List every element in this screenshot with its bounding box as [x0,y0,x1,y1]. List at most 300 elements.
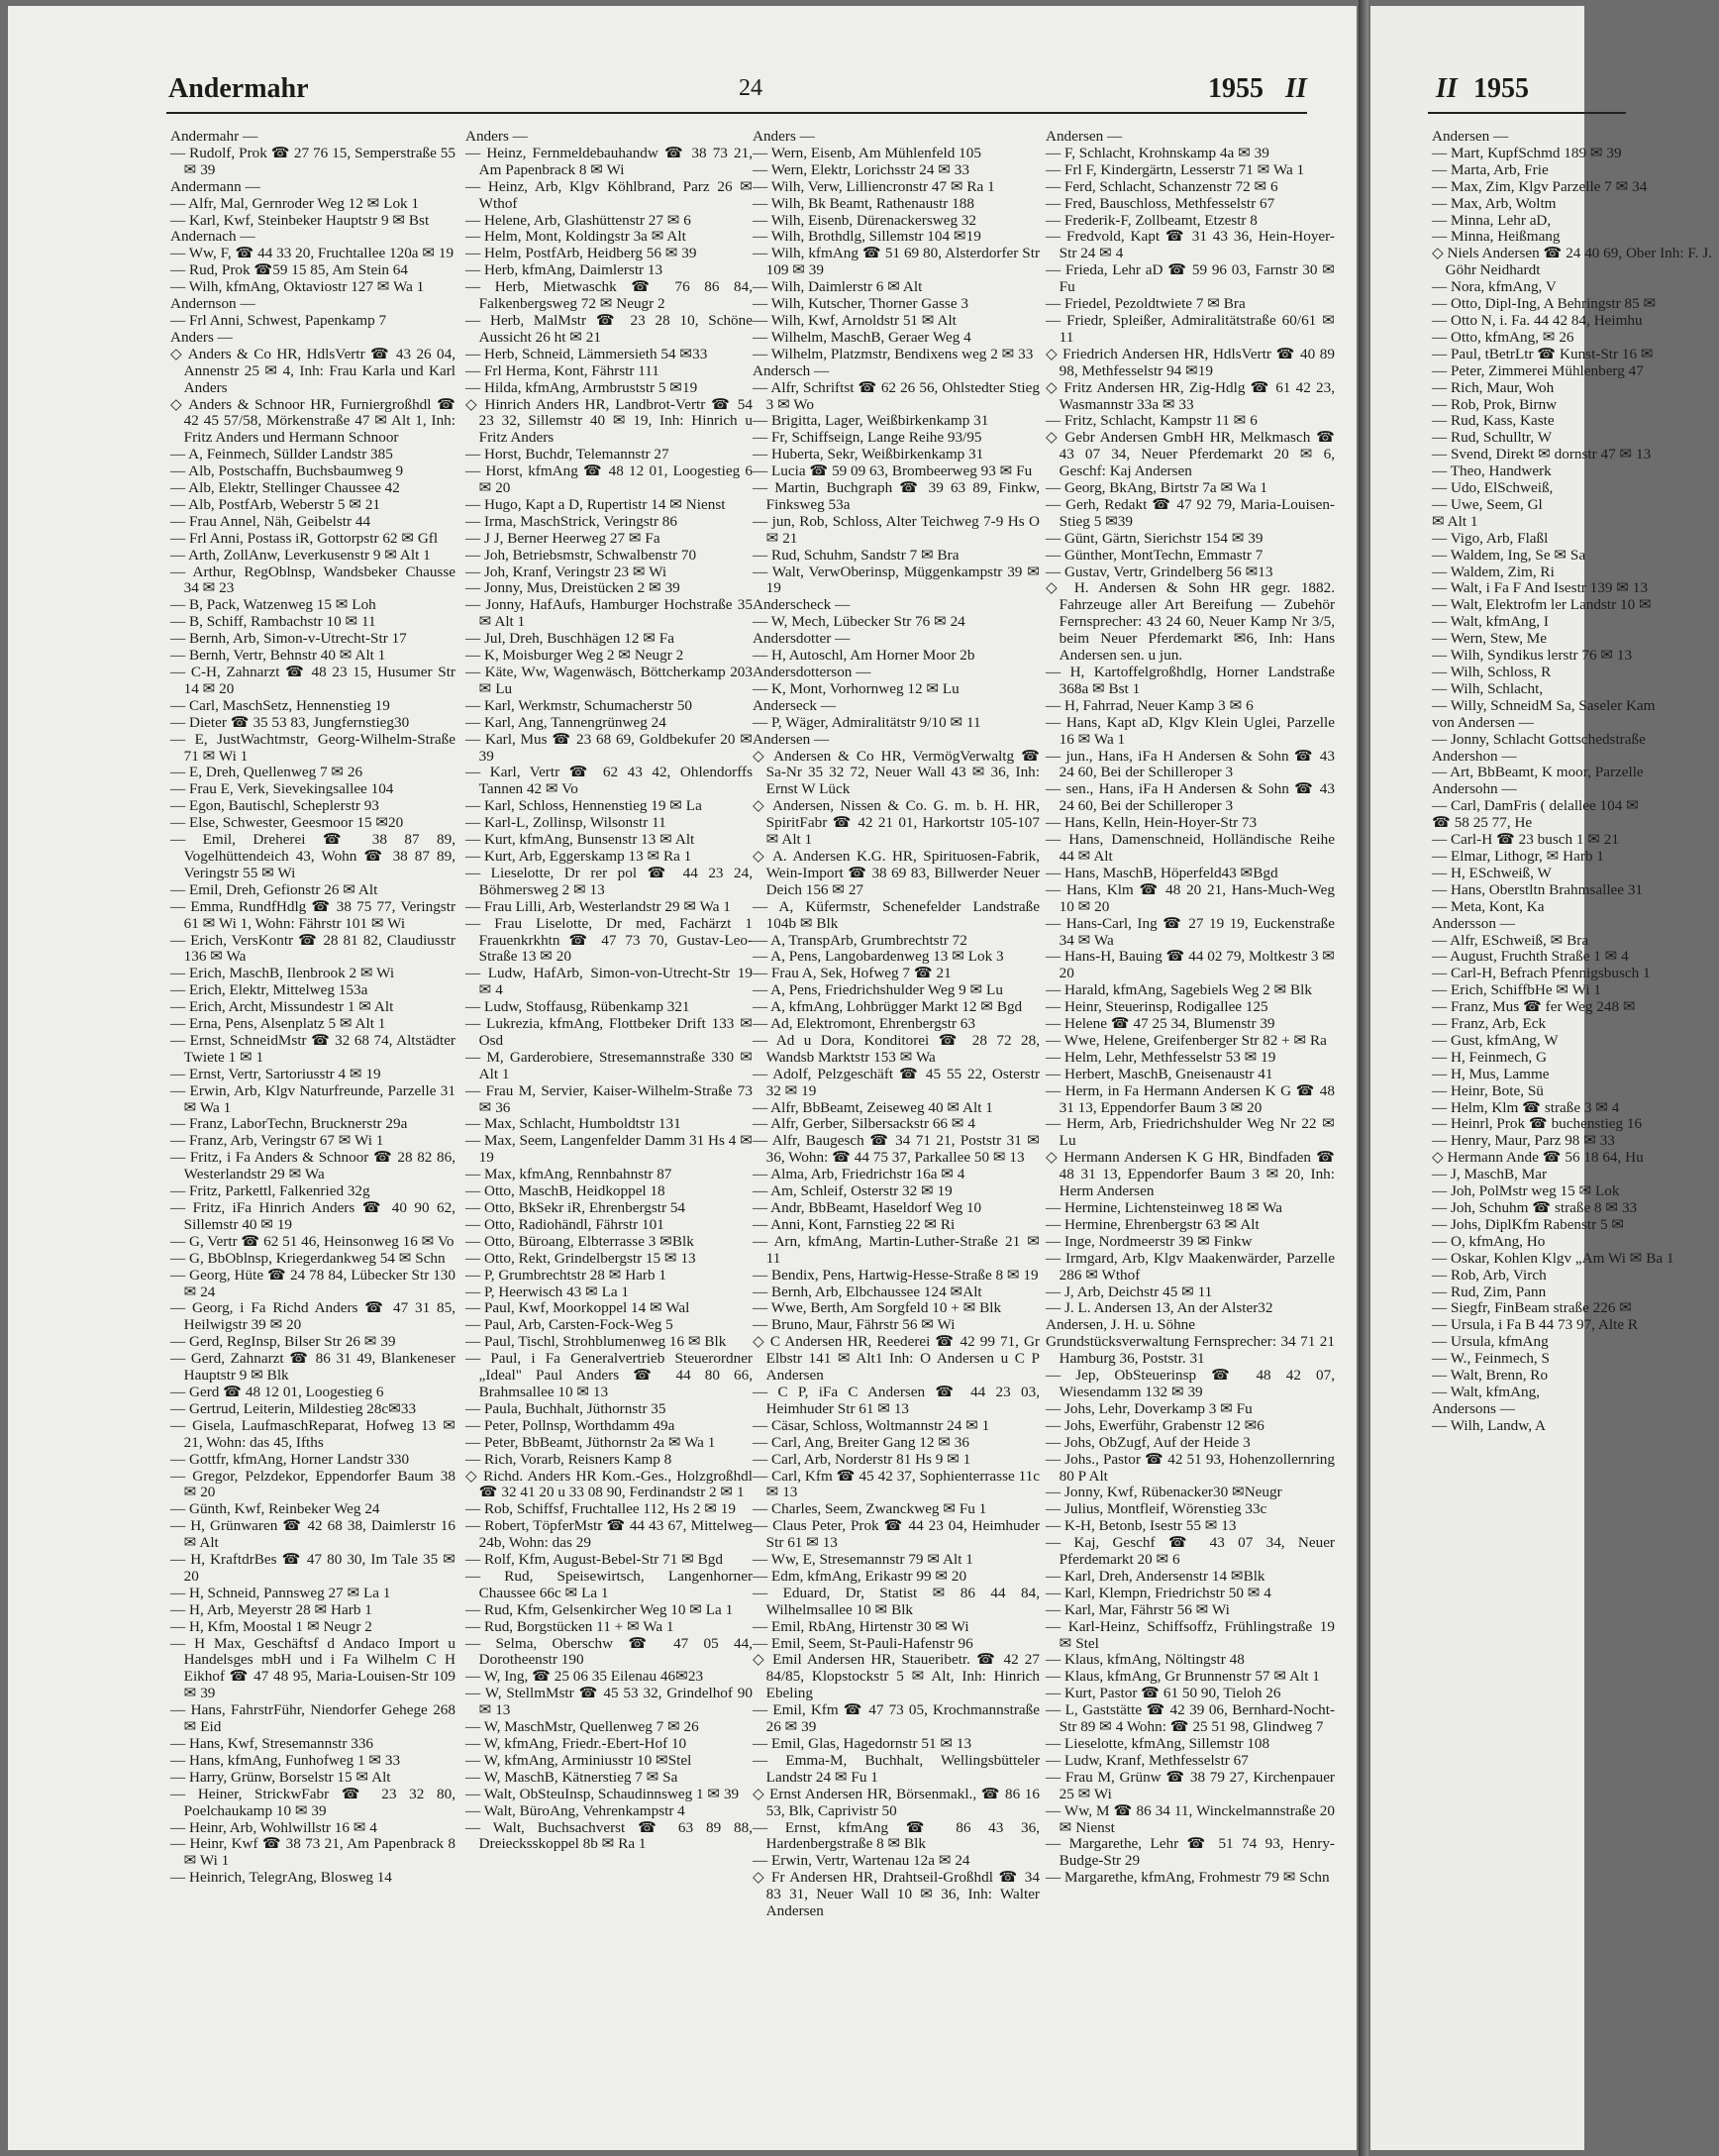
directory-entry: — Paul, Arb, Carsten-Fock-Weg 5 [465,1316,673,1334]
surname-heading: von Andersen — [1432,713,1534,731]
directory-entry: — Claus Peter, Prok ☎ 44 23 04, Heimhuder Str 61 ✉ 13 [753,1517,1040,1552]
directory-entry: — Kurt, kfmAng, Bunsenstr 13 ✉ Alt [465,831,695,849]
directory-entry: — Karl-L, Zollinsp, Wilsonstr 11 [465,814,666,832]
directory-entry: — Joh, Kranf, Veringstr 23 ✉ Wi [465,563,667,580]
directory-entry: — Hans, Klm ☎ 48 20 21, Hans-Much-Weg 10 ✉ 20 [1046,880,1335,915]
directory-entry: — Paul, i Fa Generalvertrieb Steuerordner „Ideal" Paul Anders ☎ 44 80 66, Brahmsallee 10 ✉ 13 [465,1350,753,1400]
directory-entry: — Rud, Speisewirtsch, Langenhorner Chaussee 66c ✉ La 1 [465,1567,753,1601]
directory-entry: — Am, Schleif, Osterstr 32 ✉ 19 [753,1182,953,1200]
directory-entry: — Gust, kfmAng, W [1432,1031,1559,1049]
directory-entry: — Emil, Dreh, Gefionstr 26 ✉ Alt [170,880,378,898]
directory-entry: Grundstücksverwaltung Fernsprecher: 34 71 21 Hamburg 36, Poststr. 31 [1046,1333,1335,1368]
directory-entry: — Fred, Bauschloss, Methfesselstr 67 [1046,194,1275,212]
directory-entry: — Carl, DamFris ( delallee 104 ✉ [1432,797,1639,815]
directory-entry: — Art, BbBeamt, K moor, Parzelle [1432,764,1644,781]
directory-entry: — H Max, Geschäftsf d Andaco Import u Handelsges mbH und i Fa Wilhelm C H Eikhof ☎ 47 48 95, Maria-Louisen-Str 109 ✉ 39 [170,1634,455,1702]
directory-entry: — Karl, Mus ☎ 23 68 69, Goldbekufer 20 ✉ 39 [465,730,753,765]
directory-entry: — Ludw, Stoffausg, Rübenkamp 321 [465,998,690,1016]
directory-entry: — Karl, Werkmstr, Schumacherstr 50 [465,696,693,714]
directory-entry: — Frau A, Sek, Hofweg 7 ☎ 21 [753,965,952,982]
directory-entry: — Henry, Maur, Parz 98 ✉ 33 [1432,1132,1615,1150]
directory-entry: — C P, iFa C Andersen ☎ 44 23 03, Heimhuder Str 61 ✉ 13 [753,1383,1040,1417]
directory-entry: — Herb, MalMstr ☎ 23 28 10, Schöne Aussicht 26 ht ✉ 21 [465,311,753,346]
directory-entry: — Ernst, kfmAng ☎ 86 43 36, Hardenbergstraße 8 ✉ Blk [753,1818,1040,1853]
directory-entry: ◇ Andersen & Co HR, VermögVerwaltg ☎ Sa-Nr 35 32 72, Neuer Wall 43 ✉ 36, Inh: Ernst W Lück [753,747,1040,798]
directory-entry: — Wilh, Syndikus lerstr 76 ✉ 13 [1432,647,1633,665]
directory-entry: — H, Arb, Meyerstr 28 ✉ Harb 1 [170,1600,372,1618]
directory-entry: — Selma, Oberschw ☎ 47 05 44, Dorotheenstr 190 [465,1634,753,1669]
directory-entry: — Frl Herma, Kont, Fährstr 111 [465,361,659,379]
directory-entry: — Herb, Mietwaschk ☎ 76 86 84, Falkenbergsweg 72 ✉ Neugr 2 [465,278,753,313]
directory-entry: — Franz, Mus ☎ fer Weg 248 ✉ [1432,998,1636,1016]
directory-entry: — Fr, Schiffseign, Lange Reihe 93/95 [753,429,982,447]
directory-entry: — Günt, Gärtn, Sierichstr 154 ✉ 39 [1046,529,1264,547]
directory-entry: — Hermine, Lichtensteinweg 18 ✉ Wa [1046,1199,1282,1216]
directory-entry: — Martin, Buchgraph ☎ 39 63 89, Finkw, Finksweg 53a [753,479,1040,513]
directory-entry: — Alfr, BbBeamt, Zeiseweg 40 ✉ Alt 1 [753,1098,993,1116]
directory-entry: — Eduard, Dr, Statist ✉ 86 44 84, Wilhelmsallee 10 ✉ Blk [753,1584,1040,1618]
directory-entry: ◇ Emil Andersen HR, Staueribetr. ☎ 42 27 84/85, Klopstockstr 5 ✉ Alt, Inh: Hinrich Ebeling [753,1651,1040,1702]
directory-entry: — Lieselotte, kfmAng, Sillemstr 108 [1046,1735,1270,1752]
directory-entry: — Peter, BbBeamt, Jüthornstr 2a ✉ Wa 1 [465,1433,716,1451]
directory-entry: — J. L. Andersen 13, An der Alster32 [1046,1299,1273,1317]
directory-entry: — K-H, Betonb, Isestr 55 ✉ 13 [1046,1517,1237,1535]
directory-entry: — A, kfmAng, Lohbrügger Markt 12 ✉ Bgd [753,998,1023,1016]
directory-entry: — Gerd ☎ 48 12 01, Loogestieg 6 [170,1383,384,1400]
header-keyword: Andermahr [168,73,309,104]
directory-entry: ✉ Alt 1 [1432,512,1478,530]
directory-entry: — Rud, Prok ☎59 15 85, Am Stein 64 [170,261,408,279]
directory-entry: — Else, Schwester, Geesmoor 15 ✉20 [170,814,404,832]
directory-entry: — J J, Berner Heerweg 27 ✉ Fa [465,529,660,547]
facing-column [1432,129,1719,2139]
directory-entry: — Heinr, Steuerinsp, Rodigallee 125 [1046,998,1268,1016]
directory-entry: — Wwe, Berth, Am Sorgfeld 10 + ✉ Blk [753,1299,1002,1317]
directory-entry: — Herm, Arb, Friedrichshulder Weg Nr 22 ✉ Lu [1046,1115,1335,1150]
directory-entry: — Kurt, Pastor ☎ 61 50 90, Tieloh 26 [1046,1685,1281,1702]
directory-entry: — Emma-M, Buchhalt, Wellingsbütteler Landstr 24 ✉ Fu 1 [753,1751,1040,1786]
directory-entry: — Peter, Zimmerei Mühlenberg 47 [1432,361,1644,379]
directory-entry: — Ludw, Kranf, Methfesselstr 67 [1046,1751,1249,1769]
directory-entry: — W., Feinmech, S [1432,1350,1550,1368]
directory-entry: — Joh, PolMstr weg 15 ✉ Lok [1432,1182,1620,1200]
directory-entry: — Cäsar, Schloss, Woltmannstr 24 ✉ 1 [753,1416,990,1434]
directory-entry: — Herb, kfmAng, Daimlerstr 13 [465,261,663,279]
directory-entry: — J, Arb, Deichstr 45 ✉ 11 [1046,1283,1213,1300]
directory-entry: — sen., Hans, iFa H Andersen & Sohn ☎ 43 24 60, Bei der Schilleroper 3 [1046,780,1335,815]
directory-entry: — Irmgard, Arb, Klgv Maakenwärder, Parzelle 286 ✉ Wthof [1046,1249,1335,1283]
directory-entry: — Otto, MaschB, Heidkoppel 18 [465,1182,665,1200]
directory-entry: — Edm, kfmAng, Erikastr 99 ✉ 20 [753,1567,967,1585]
directory-entry: — Frau Lilli, Arb, Westerlandstr 29 ✉ Wa 1 [465,897,731,915]
directory-entry: — C-H, Zahnarzt ☎ 48 23 15, Husumer Str 14 ✉ 20 [170,664,455,697]
directory-entry: — Emil, Kfm ☎ 47 73 05, Krochmannstraße 26 ✉ 39 [753,1701,1040,1736]
directory-entry: — Rud, Zim, Pann [1432,1283,1547,1300]
directory-entry: — Hugo, Kapt a D, Rupertistr 14 ✉ Nienst [465,495,726,513]
directory-entry: — Walt, i Fa F And Isestr 139 ✉ 13 [1432,579,1648,597]
directory-entry: ◇ Hermann Ande ☎ 56 18 64, Hu [1432,1149,1644,1167]
directory-entry: — Helene ☎ 47 25 34, Blumenstr 39 [1046,1015,1275,1033]
directory-entry: — Hans, FahrstrFühr, Niendorfer Gehege 268 ✉ Eid [170,1701,455,1736]
directory-entry: — Max, Arb, Woltm [1432,194,1557,212]
directory-entry: — Gustav, Vertr, Grindelberg 56 ✉13 [1046,563,1273,580]
directory-entry: — B, Schiff, Rambachstr 10 ✉ 11 [170,613,376,631]
directory-entry: — Franz, Arb, Veringstr 67 ✉ Wi 1 [170,1132,384,1150]
header-rule [166,112,1307,114]
directory-entry: — Max, kfmAng, Rennbahnstr 87 [465,1166,672,1183]
directory-entry: — Frau M, Grünw ☎ 38 79 27, Kirchenpauer 25 ✉ Wi [1046,1768,1335,1802]
directory-entry: — E, Dreh, Quellenweg 7 ✉ 26 [170,764,363,781]
directory-entry: — Günth, Kwf, Reinbeker Weg 24 [170,1500,380,1518]
directory-entry: — Emil, Dreherei ☎ 38 87 89, Vogelhüttendeich 43, Wohn ☎ 38 87 89, Veringstr 55 ✉ Wi [170,831,455,881]
facing-header-roman: II [1436,73,1458,104]
directory-entry: — Frl Anni, Schwest, Papenkamp 7 [170,311,387,329]
directory-entry: — Frau E, Verk, Sievekingsallee 104 [170,780,394,798]
directory-entry: — Minna, Lehr aD, [1432,211,1552,229]
directory-entry: — Wern, Stew, Me [1432,630,1548,648]
directory-entry: — Arth, ZollAnw, Leverkusenstr 9 ✉ Alt 1 [170,546,431,564]
surname-heading: Andersons — [1432,1399,1515,1417]
directory-entry: — Walt, kfmAng, [1432,1383,1541,1400]
directory-entry: — Rob, Prok, Birnw [1432,395,1558,413]
directory-entry: — Carl-H ☎ 23 busch 1 ✉ 21 [1432,831,1619,849]
directory-entry: — Bruno, Maur, Fährstr 56 ✉ Wi [753,1316,956,1334]
directory-entry: — M, Garderobiere, Stresemannstraße 330 ✉ Alt 1 [465,1048,753,1082]
directory-entry: — H, Kartoffelgroßhdlg, Horner Landstraße 368a ✉ Bst 1 [1046,664,1335,697]
directory-entry: — Wilh, Daimlerstr 6 ✉ Alt [753,278,923,296]
directory-entry: — Hans, MaschB, Höperfeld43 ✉Bgd [1046,864,1278,881]
directory-entry: — Otto, Radiohändl, Fährstr 101 [465,1215,664,1233]
directory-entry: — Huberta, Sekr, Weißbirkenkamp 31 [753,446,984,463]
directory-entry: — W, kfmAng, Friedr.-Ebert-Hof 10 [465,1735,687,1752]
directory-entry: — Fredvold, Kapt ☎ 31 43 36, Hein-Hoyer-Str 24 ✉ 4 [1046,228,1335,262]
directory-entry: — Otto, BkSekr iR, Ehrenbergstr 54 [465,1199,686,1216]
directory-entry: — W, StellmMstr ☎ 45 53 32, Grindelhof 90 ✉ 13 [465,1685,753,1719]
directory-entry: — Frieda, Lehr aD ☎ 59 96 03, Farnstr 30 ✉ Fu [1046,261,1335,296]
directory-entry: ◇ H. Andersen & Sohn HR gegr. 1882. Fahrzeuge aller Art Bereifung — Zubehör Fernsprecher: 43 24 60, Neuer Kamp Nr 3/5, beim Neuer Pferdemarkt ✉6, Inh: Hans Andersen sen. u jun. [1046,579,1335,665]
facing-header-rule [1428,112,1626,114]
directory-entry: — H, Feinmech, G [1432,1048,1547,1066]
directory-entry: — Carl-H, Befrach Pfennigsbusch 1 [1432,965,1651,982]
directory-entry: — Horst, kfmAng ☎ 48 12 01, Loogestieg 6 ✉ 20 [465,462,753,497]
directory-entry: — Vigo, Arb, Flaßl [1432,529,1549,547]
directory-entry: ◇ Hinrich Anders HR, Landbrot-Vertr ☎ 54 23 32, Sillemstr 40 ✉ 19, Inh: Hinrich u Fritz Anders [465,395,753,447]
directory-entry: — Alfr, Baugesch ☎ 34 71 21, Poststr 31 ✉ 36, Wohn: ☎ 44 75 37, Parkallee 50 ✉ 13 [753,1132,1040,1167]
directory-entry: — Wilh, Brothdlg, Sillemstr 104 ✉19 [753,228,981,246]
directory-entry: — Harry, Grünw, Borselstr 15 ✉ Alt [170,1768,391,1786]
directory-entry: ☎ 58 25 77, He [1432,814,1533,832]
directory-entry: — Karl, Klempn, Friedrichstr 50 ✉ 4 [1046,1584,1271,1601]
directory-entry: — Siegfr, FinBeam straße 226 ✉ [1432,1299,1632,1317]
directory-entry: — Franz, Arb, Eck [1432,1015,1547,1033]
directory-entry: — A, TranspArb, Grumbrechtstr 72 [753,931,967,949]
book-spine [1359,0,1368,2156]
directory-entry: — Rudolf, Prok ☎ 27 76 15, Semperstraße 55 ✉ 39 [170,144,455,178]
column-3 [753,129,1040,2139]
directory-entry: — Ww, E, Stresemannstr 79 ✉ Alt 1 [753,1551,973,1569]
directory-entry: — Paul, Kwf, Moorkoppel 14 ✉ Wal [465,1299,690,1317]
directory-entry: — A, Küfermstr, Schenefelder Landstraße 104b ✉ Blk [753,897,1040,932]
directory-entry: — Joh, Betriebsmstr, Schwalbenstr 70 [465,546,697,564]
column-1 [170,129,455,2139]
directory-entry: — Klaus, kfmAng, Gr Brunnenstr 57 ✉ Alt 1 [1046,1668,1320,1686]
directory-entry: — Walt, Brenn, Ro [1432,1367,1549,1385]
header-year: 1955 [1208,73,1264,104]
directory-entry: — Andr, BbBeamt, Haseldorf Weg 10 [753,1199,982,1216]
directory-entry: — Hans-H, Bauing ☎ 44 02 79, Moltkestr 3 ✉ 20 [1046,948,1335,982]
directory-entry: — Otto, Dipl-Ing, A Behringstr 85 ✉ [1432,295,1657,313]
directory-entry: — Günther, MontTechn, Emmastr 7 [1046,546,1264,564]
directory-entry: — Emil, Glas, Hagedornstr 51 ✉ 13 [753,1735,972,1752]
surname-heading: Anderscheck — [753,596,851,614]
facing-page-header [1370,73,1584,113]
directory-entry: — L, Gaststätte ☎ 42 39 06, Bernhard-Nocht-Str 89 ✉ 4 Wohn: ☎ 25 51 98, Glindweg 7 [1046,1701,1335,1736]
directory-entry: — Wilh, Bk Beamt, Rathenaustr 188 [753,194,974,212]
directory-entry: — Alb, Elektr, Stellinger Chaussee 42 [170,479,400,497]
directory-entry: ◇ A. Andersen K.G. HR, Spirituosen-Fabrik, Wein-Import ☎ 38 69 83, Billwerder Neuer Deich 156 ✉ 27 [753,847,1040,898]
directory-entry: — Walt, BüroAng, Vehrenkampstr 4 [465,1801,685,1819]
directory-entry: — Franz, LaborTechn, Brucknerstr 29a [170,1115,408,1133]
directory-entry: — Willy, SchneidM Sa, Saseler Kam [1432,696,1656,714]
directory-entry: — Frau M, Servier, Kaiser-Wilhelm-Straße 73 ✉ 36 [465,1081,753,1116]
directory-entry: ◇ Niels Andersen ☎ 24 40 69, Ober Inh: F. J. Göhr Neidhardt [1432,245,1712,279]
directory-entry: — Georg, Hüte ☎ 24 78 84, Lübecker Str 130 ✉ 24 [170,1266,455,1300]
directory-entry: — Ernst, SchneidMstr ☎ 32 68 74, Altstädter Twiete 1 ✉ 1 [170,1031,455,1066]
directory-entry: — Helene, Arb, Glashüttenstr 27 ✉ 6 [465,211,691,229]
directory-entry: — Gottfr, kfmAng, Horner Landstr 330 [170,1450,410,1468]
directory-entry: — Rolf, Kfm, August-Bebel-Str 71 ✉ Bgd [465,1551,723,1569]
directory-entry: — Frl F, Kindergärtn, Lesserstr 71 ✉ Wa 1 [1046,160,1305,178]
surname-heading: Anders — [753,128,815,145]
directory-entry: — Jonny, Schlacht Gottschedstraße [1432,730,1646,748]
directory-entry: ◇ Hermann Andersen K G HR, Bindfaden ☎ 48 31 13, Eppendorfer Baum 3 ✉ 20, Inh: Herm Andersen [1046,1149,1335,1200]
directory-entry: — Jep, ObSteuerinsp ☎ 48 42 07, Wiesendamm 132 ✉ 39 [1046,1367,1335,1400]
directory-entry: — Johs, Ewerführ, Grabenstr 12 ✉6 [1046,1416,1264,1434]
directory-entry: — Johs., Pastor ☎ 42 51 93, Hohenzollernring 80 P Alt [1046,1450,1335,1485]
directory-entry: — Gertrud, Leiterin, Mildestieg 28c✉33 [170,1399,417,1417]
directory-entry: — H, Mus, Lamme [1432,1065,1550,1082]
directory-entry: — Max, Zim, Klgv Parzelle 7 ✉ 34 [1432,177,1648,195]
directory-entry: — Gregor, Pelzdekor, Eppendorfer Baum 38 ✉ 20 [170,1467,455,1501]
directory-entry: — Wilh, kfmAng ☎ 51 69 80, Alsterdorfer Str 109 ✉ 39 [753,245,1040,279]
directory-entry: — Erich, Elektr, Mittelweg 153a [170,981,368,999]
directory-entry: — F, Schlacht, Krohnskamp 4a ✉ 39 [1046,144,1269,161]
directory-entry: — Inge, Nordmeerstr 39 ✉ Finkw [1046,1232,1253,1250]
directory-entry: — Alb, Postschaffn, Buchsbaumweg 9 [170,462,404,480]
directory-entry: — P, Grumbrechtstr 28 ✉ Harb 1 [465,1266,666,1283]
directory-entry: — Emma, RundfHdlg ☎ 38 75 77, Veringstr 61 ✉ Wi 1, Wohn: Fährstr 101 ✉ Wi [170,897,455,932]
directory-entry: — Waldem, Ing, Se ✉ Sa [1432,546,1586,564]
directory-entry: — W, MaschB, Kätnerstieg 7 ✉ Sa [465,1768,678,1786]
directory-entry: — Arthur, RegOblnsp, Wandsbeker Chausse 34 ✉ 23 [170,563,455,597]
directory-entry: — K, Mont, Vorhornweg 12 ✉ Lu [753,679,960,697]
directory-entry: — G, BbOblnsp, Kriegerdankweg 54 ✉ Schn [170,1249,446,1267]
directory-entry: — August, Fruchth Straße 1 ✉ 4 [1432,948,1629,966]
directory-entry: — Ursula, i Fa B 44 73 97, Alte R [1432,1316,1638,1334]
directory-entry: — Ad, Elektromont, Ehrenbergstr 63 [753,1015,975,1033]
directory-entry: ◇ Gebr Andersen GmbH HR, Melkmasch ☎ 43 07 34, Neuer Pferdemarkt 20 ✉ 6, Geschf: Kaj Andersen [1046,429,1335,480]
directory-entry: — Gerd, RegInsp, Bilser Str 26 ✉ 39 [170,1333,396,1351]
directory-entry: — Karl, Mar, Fährstr 56 ✉ Wi [1046,1600,1230,1618]
page-header [8,73,1357,113]
directory-entry: — Erwin, Arb, Klgv Naturfreunde, Parzelle 31 ✉ Wa 1 [170,1081,455,1116]
directory-entry: — Emil, RbAng, Hirtenstr 30 ✉ Wi [753,1617,969,1635]
surname-heading: Andernach — [170,228,255,246]
directory-entry: — Nora, kfmAng, V [1432,278,1557,296]
directory-entry: — Käte, Ww, Wagenwäsch, Böttcherkamp 203 ✉ Lu [465,664,753,697]
directory-entry: — Wilh, Landw, A [1432,1416,1546,1434]
directory-entry: — Hans-Carl, Ing ☎ 27 19 19, Euckenstraße 34 ✉ Wa [1046,914,1335,949]
directory-entry: — H, Schneid, Pannsweg 27 ✉ La 1 [170,1584,391,1601]
directory-entry: — Meta, Kont, Ka [1432,897,1545,915]
directory-entry: — J, MaschB, Mar [1432,1166,1548,1183]
directory-entry: — Dieter ☎ 35 53 83, Jungfernstieg30 [170,713,410,731]
directory-entry: — Waldem, Zim, Ri [1432,563,1555,580]
surname-heading: Anderseck — [753,696,836,714]
directory-entry: — Klaus, kfmAng, Nöltingstr 48 [1046,1651,1245,1669]
directory-entry: — Heinrl, Prok ☎ buchenstieg 16 [1432,1115,1643,1133]
directory-entry: — Helm, Mont, Koldingstr 3a ✉ Alt [465,228,686,246]
directory-entry: — Frau Liselotte, Dr med, Fachärzt 1 Frauenkrkhtn ☎ 47 73 70, Gustav-Leo-Straße 13 ✉ 20 [465,914,753,966]
directory-entry: — Svend, Direkt ✉ dornstr 47 ✉ 13 [1432,446,1652,463]
directory-entry: — Irma, MaschStrick, Veringstr 86 [465,512,677,530]
directory-entry: — Johs, ObZugf, Auf der Heide 3 [1046,1433,1251,1451]
directory-entry: — Wilh, Verw, Lilliencronstr 47 ✉ Ra 1 [753,177,995,195]
directory-entry: — Alfr, Gerber, Silbersackstr 66 ✉ 4 [753,1115,975,1133]
directory-entry: — Margarethe, Lehr ☎ 51 74 93, Henry-Budge-Str 29 [1046,1835,1335,1870]
directory-entry: — Charles, Seem, Zwanckweg ✉ Fu 1 [753,1500,987,1518]
directory-entry: — jun., Hans, iFa H Andersen & Sohn ☎ 43 24 60, Bei der Schilleroper 3 [1046,747,1335,781]
directory-entry: — Ernst, Vertr, Sartoriusstr 4 ✉ 19 [170,1065,381,1082]
directory-entry: — Heinz, Arb, Klgv Köhlbrand, Parz 26 ✉ Wthof [465,177,753,212]
directory-entry: — Carl, Arb, Norderstr 81 Hs 9 ✉ 1 [753,1450,971,1468]
directory-entry: — Bernh, Arb, Simon-v-Utrecht-Str 17 [170,630,407,648]
directory-entry: — Rud, Schuhm, Sandstr 7 ✉ Bra [753,546,960,564]
directory-entry: — Wilh, Kutscher, Thorner Gasse 3 [753,295,968,313]
directory-entry: — Wilh, Schlacht, [1432,679,1544,697]
directory-entry: — Hans, Kapt aD, Klgv Klein Uglei, Parzelle 16 ✉ Wa 1 [1046,713,1335,748]
directory-entry: ◇ Ernst Andersen HR, Börsenmakl., ☎ 86 16 53, Blk, Caprivistr 50 [753,1785,1040,1819]
directory-entry: — Frederik-F, Zollbeamt, Etzestr 8 [1046,211,1258,229]
directory-entry: — Rich, Maur, Woh [1432,378,1555,396]
directory-entry: — Erna, Pens, Alsenplatz 5 ✉ Alt 1 [170,1015,386,1033]
surname-heading: Anders — [465,128,528,145]
directory-entry: — Heinr, Arb, Wohlwillstr 16 ✉ 4 [170,1818,377,1836]
directory-entry: — Georg, BkAng, Birtstr 7a ✉ Wa 1 [1046,479,1267,497]
directory-entry: — Oskar, Kohlen Klgv „Am Wi ✉ Ba 1 [1432,1249,1674,1267]
directory-entry: — Herbert, MaschB, Gneisenaustr 41 [1046,1065,1273,1082]
directory-entry: — Otto, kfmAng, ✉ 26 [1432,328,1574,346]
directory-entry: — Alma, Arb, Friedrichstr 16a ✉ 4 [753,1166,965,1183]
directory-entry: — P, Heerwisch 43 ✉ La 1 [465,1283,629,1300]
directory-entry: — Hans, kfmAng, Funhofweg 1 ✉ 33 [170,1751,401,1769]
directory-entry: — Margarethe, kfmAng, Frohmestr 79 ✉ Schn [1046,1869,1330,1887]
directory-entry: — Carl, Ang, Breiter Gang 12 ✉ 36 [753,1433,969,1451]
directory-entry: — Wilh, Eisenb, Dürenackersweg 32 [753,211,977,229]
directory-entry: — Erich, MaschB, Ilenbrook 2 ✉ Wi [170,965,395,982]
directory-entry: ◇ Anders & Schnoor HR, Furniergroßhdl ☎ 42 45 57/58, Mörkenstraße 47 ✉ Alt 1, Inh: Fritz Anders und Hermann Schnoor [170,395,455,447]
surname-heading: Andersdotter — [753,630,851,648]
directory-entry: — Erich, Archt, Missundestr 1 ✉ Alt [170,998,394,1016]
directory-entry: — A, Pens, Langobardenweg 13 ✉ Lok 3 [753,948,1004,966]
directory-entry: — Wwe, Helene, Greifenberger Str 82 + ✉ Ra [1046,1031,1327,1049]
directory-entry: — Frau Annel, Näh, Geibelstr 44 [170,512,371,530]
column-4 [1046,129,1335,2139]
directory-entry: — Bendix, Pens, Hartwig-Hesse-Straße 8 ✉ 19 [753,1266,1039,1283]
directory-entry: — Helm, Klm ☎ straße 3 ✉ 4 [1432,1098,1620,1116]
directory-entry: — W, Mech, Lübecker Str 76 ✉ 24 [753,613,965,631]
directory-entry: — K, Moisburger Weg 2 ✉ Neugr 2 [465,647,684,665]
directory-entry: — Walt, VerwOberinsp, Müggenkampstr 39 ✉ 19 [753,563,1040,597]
directory-entry: — Helm, Lehr, Methfesselstr 53 ✉ 19 [1046,1048,1276,1066]
directory-entry: — Egon, Bautischl, Scheplerstr 93 [170,797,379,815]
directory-entry: — Fritz, Parkettl, Falkenried 32g [170,1182,370,1200]
directory-entry: — Helm, PostfArb, Heidberg 56 ✉ 39 [465,245,697,262]
directory-entry: — Harald, kfmAng, Sagebiels Weg 2 ✉ Blk [1046,981,1312,999]
directory-entry: — Wern, Eisenb, Am Mühlenfeld 105 [753,144,981,161]
directory-entry: — jun, Rob, Schloss, Alter Teichweg 7-9 Hs O ✉ 21 [753,512,1040,547]
directory-entry: — Rud, Schulltr, W [1432,429,1553,447]
surname-heading: Andershon — [1432,747,1517,765]
directory-entry: ◇ Fr Andersen HR, Drahtseil-Großhdl ☎ 34 83 31, Neuer Wall 10 ✉ 36, Inh: Walter Andersen [753,1869,1040,1920]
header-roman: II [1285,73,1307,104]
directory-entry: — O, kfmAng, Ho [1432,1232,1546,1250]
directory-entry: — G, Vertr ☎ 62 51 46, Heinsonweg 16 ✉ Vo [170,1232,455,1250]
directory-entry: — Robert, TöpferMstr ☎ 44 43 67, Mittelweg 24b, Wohn: das 29 [465,1517,753,1552]
directory-entry: — Brigitta, Lager, Weißbirkenkamp 31 [753,412,989,430]
directory-entry: — Bernh, Vertr, Behnstr 40 ✉ Alt 1 [170,647,386,665]
directory-entry: — Rud, Kfm, Gelsenkircher Weg 10 ✉ La 1 [465,1600,734,1618]
directory-entry: — H, KraftdrBes ☎ 47 80 30, Im Tale 35 ✉ 20 [170,1551,455,1585]
directory-entry: ◇ Anders & Co HR, HdlsVertr ☎ 43 26 04, Annenstr 25 ✉ 4, Inh: Frau Karla und Karl Anders [170,345,455,396]
directory-entry: — Wern, Elektr, Lorichsstr 24 ✉ 33 [753,160,969,178]
directory-entry: — Johs, DiplKfm Rabenstr 5 ✉ [1432,1215,1625,1233]
surname-heading: Andersen — [1046,128,1123,145]
directory-entry: ◇ Friedrich Andersen HR, HdlsVertr ☎ 40 89 98, Methfesselstr 94 ✉19 [1046,345,1335,379]
directory-entry: — Emil, Seem, St-Pauli-Hafenstr 96 [753,1634,973,1652]
page-number: 24 [739,75,762,101]
directory-entry: — Theo, Handwerk [1432,462,1552,480]
directory-entry: — P, Wäger, Admiralitätstr 9/10 ✉ 11 [753,713,981,731]
directory-entry: — Paula, Buchhalt, Jüthornstr 35 [465,1399,666,1417]
facing-header-year: 1955 [1473,73,1529,104]
directory-entry: Andersen, J. H. u. Söhne [1046,1316,1196,1334]
directory-entry: — Frl Anni, Postass iR, Gottorpstr 62 ✉ Gfl [170,529,439,547]
surname-heading: Anders — [170,328,233,346]
directory-entry: — Arn, kfmAng, Martin-Luther-Straße 21 ✉ 11 [753,1232,1040,1267]
directory-entry: — Hilda, kfmAng, Armbruststr 5 ✉19 [465,378,698,396]
directory-entry: — Gisela, LaufmaschReparat, Hofweg 13 ✉ 21, Wohn: das 45, Ifths [170,1416,455,1451]
directory-entry: — Hans, Kwf, Stresemannstr 336 [170,1735,374,1752]
directory-entry: — Wilh, Kwf, Arnoldstr 51 ✉ Alt [753,311,957,329]
directory-entry: — Friedel, Pezoldtwiete 7 ✉ Bra [1046,295,1246,313]
directory-entry: — Max, Seem, Langenfelder Damm 31 Hs 4 ✉ 19 [465,1132,753,1167]
directory-entry: ◇ Fritz Andersen HR, Zig-Hdlg ☎ 61 42 23, Wasmannstr 33a ✉ 33 [1046,378,1335,413]
directory-entry: — Georg, i Fa Richd Anders ☎ 47 31 85, Heilwigstr 39 ✉ 20 [170,1299,455,1334]
directory-page [8,6,1357,2150]
directory-entry: — Herb, Schneid, Lämmersieth 54 ✉33 [465,345,708,362]
directory-entry: — Carl, MaschSetz, Hennenstieg 19 [170,696,390,714]
surname-heading: Andersson — [1432,914,1515,932]
directory-entry: ◇ C Andersen HR, Reederei ☎ 42 99 71, Gr Elbstr 141 ✉ Alt1 Inh: O Andersen u C P Andersen [753,1333,1040,1385]
column-2 [465,129,753,2139]
directory-entry: — Hans, Kelln, Hein-Hoyer-Str 73 [1046,814,1258,832]
directory-entry: — Heinz, Fernmeldebauhandw ☎ 38 73 21, Am Papenbrack 8 ✉ Wi [465,144,753,178]
directory-entry: — Wilh, kfmAng, Oktaviostr 127 ✉ Wa 1 [170,278,425,296]
directory-entry: — Udo, ElSchweiß, [1432,479,1554,497]
directory-entry: — Wilhelm, Platzmstr, Bendixens weg 2 ✉ 33 [753,345,1034,362]
directory-entry: — Max, Schlacht, Humboldtstr 131 [465,1115,681,1133]
